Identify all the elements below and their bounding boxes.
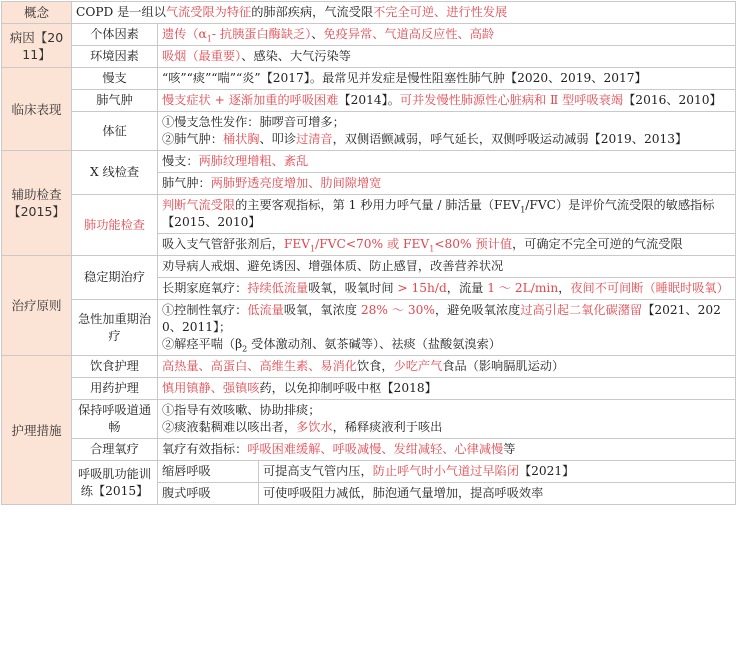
signs-line-1: ①慢支急性发作：肺啰音可增多； [162,115,345,129]
stable-general-text: 劝导病人戒烟、避免诱因、增强体质、防止感冒，改善营养状况 [158,256,736,278]
text: /FVC）是评价气流受限的敏感指标【2015、2010】 [162,198,715,229]
highlight: 1 ～ 2L/min [483,281,559,295]
text: <80% 预计值 [434,237,513,251]
row-nursing-oxygen [2,439,736,461]
text: 、叩诊 [259,132,297,146]
row-concept [2,2,736,24]
acute-line-2 [162,336,731,353]
row-treatment-acute [2,300,736,356]
text: 受体激动剂、氨茶碱等）、祛痰（盐酸氨溴索） [247,337,501,351]
text: ，流量 [446,281,484,295]
sub-airway: 保持呼吸道通畅 [72,400,158,439]
text: ，避免吸氧浓度 [435,303,521,317]
training-row-abdominal [158,483,735,505]
diet-text [158,356,736,378]
row-clinical-chronic-bronchitis [2,68,736,90]
text: /FVC<70% 或 FEV [315,237,430,251]
pft-criteria-text [158,234,736,256]
text: 氧疗有效指标： [162,442,248,456]
sub-diet: 饮食护理 [72,356,158,378]
text: ①控制性氧疗： [162,303,248,317]
row-clinical-emphysema [2,90,736,112]
category-etiology: 病因【2011】 [2,24,72,68]
highlight: 高热量、高蛋白、高维生素、易消化 [162,359,357,373]
highlight: 过清音 [296,132,333,146]
highlight: 防止呼气时小气道过早陷闭 [372,464,519,478]
chronic-bronchitis-text: “咳”“痰”“喘”“炎”【2017】。最常见并发症是慢性阻塞性肺气肿【2020、2019、2017】 [158,68,736,90]
emphysema-text [158,90,736,112]
pft-index-text [158,195,736,234]
abdominal-label: 腹式呼吸 [158,483,259,505]
text: 【2021】 [518,464,575,478]
highlight: 不完全可逆、进行性发展 [373,5,508,19]
pursed-lip-text [259,461,736,483]
sub-chronic-bronchitis: 慢支 [72,68,158,90]
text: 遗传（α [162,27,207,41]
sub-environment-factors: 环境因素 [72,46,158,68]
row-etiology-environment [2,46,736,68]
text: 、 [311,27,324,41]
text: ②痰液黏稠难以咳出者， [162,420,297,434]
highlight: 低流量 [247,303,284,317]
category-concept: 概念 [2,2,72,24]
copd-summary-table [1,1,736,505]
row-nursing-drug [2,378,736,400]
airway-line-1: ①指导有效咳嗽、协助排痰； [162,403,321,417]
sub-drug: 用药护理 [72,378,158,400]
highlight: 28% ～ 30% [357,303,435,317]
text: - 抗胰蛋白酶缺乏） [211,27,312,41]
row-nursing-airway [2,400,736,439]
highlight: 桶状胸 [222,132,260,146]
category-treatment: 治疗原则 [2,256,72,356]
subscript: 1 [206,34,212,44]
highlight: > 15h/d [393,281,447,295]
text: 的肺部疾病，气流受限 [251,5,374,19]
sub-xray: X 线检查 [72,151,158,195]
subscript: 1 [429,244,435,254]
text: FEV [283,237,311,251]
highlight: 判断气流受限 [162,198,236,212]
sub-acute-treatment: 急性加重期治疗 [72,300,158,356]
highlight: 吸烟（最重要） [162,49,242,63]
highlight: 持续低流量 [247,281,309,295]
highlight: 慎用镇静、强镇咳 [162,381,260,395]
highlight: 少吃产气 [393,359,443,373]
highlight: 免疫异常、气道高反应性、高龄 [323,27,495,41]
highlight: 可并发慢性肺源性心脏病和 Ⅱ 型呼吸衰竭 [399,93,624,107]
xray-chronic-bronchitis [158,151,736,173]
acute-treatment-text [158,300,736,356]
stable-oxygen-text [158,278,736,300]
text: ②解痉平喘（β [162,337,243,351]
category-auxiliary-exam: 辅助检查【2015】 [2,151,72,256]
training-inner-table [158,461,735,504]
text: 的主要客观指标，第 1 秒用力呼气量 / 肺活量（FEV [235,198,521,212]
subscript: 2 [242,344,248,354]
text: 吸氧，吸氧时间 [308,281,394,295]
text: 【2014】。 [338,93,400,107]
highlight: 两肺野透亮度增加、肋间隙增宽 [210,176,382,190]
sub-pulmonary-function: 肺功能检查 [72,195,158,256]
row-aux-xray-1 [2,151,736,173]
text: 【2016、2010】 [623,93,722,107]
text: ，稀释痰液利于咳出 [332,420,443,434]
abdominal-text: 可使呼吸阻力减低，肺泡通气量增加，提高呼吸效率 [259,483,736,505]
sub-emphysema: 肺气肿 [72,90,158,112]
text: ，双侧语颤减弱，呼气延长，双侧呼吸运动减弱【2019、2013】 [332,132,688,146]
highlight: 夜间不可间断（睡眠时吸氧） [570,281,729,295]
text: 等 [503,442,516,456]
text: ②肺气肿： [162,132,223,146]
signs-line-2 [162,131,731,148]
row-nursing-diet [2,356,736,378]
individual-factors-text [158,24,736,46]
text: 吸氧，氧浓度 [283,303,357,317]
highlight: 过高引起二氧化碳潴留 [520,303,643,317]
signs-text [158,112,736,151]
environment-factors-text [158,46,736,68]
text: 肺气肿： [162,176,211,190]
text: ，可确定不完全可逆的气流受限 [512,237,683,251]
subscript: 1 [520,205,526,215]
category-nursing: 护理措施 [2,356,72,505]
text: ， [558,281,571,295]
text: 饮食， [357,359,394,373]
text: 、感染、大气污染等 [241,49,351,63]
text: 慢支： [162,154,199,168]
highlight: 气流受限为特征 [165,5,252,19]
acute-line-1 [162,302,731,336]
highlight: 两肺纹理增粗、紊乱 [198,154,309,168]
row-aux-pft-1 [2,195,736,234]
training-row-pursed [158,461,735,483]
sub-breathing-training: 呼吸肌功能训练【2015】 [72,461,158,505]
row-clinical-signs [2,112,736,151]
highlight [283,237,513,254]
text: 【2021、2020、2011】； [162,303,721,334]
airway-text [158,400,736,439]
highlight: 呼吸困难缓解、呼吸减慢、发绀减轻、心律减慢 [247,442,504,456]
airway-line-2 [162,419,731,436]
sub-stable-treatment: 稳定期治疗 [72,256,158,300]
highlight [162,27,312,44]
text: 可提高支气管内压， [263,464,373,478]
row-etiology-individual [2,24,736,46]
sub-individual-factors: 个体因素 [72,24,158,46]
highlight: 多饮水 [296,420,333,434]
concept-text [72,2,736,24]
sub-signs: 体征 [72,112,158,151]
row-treatment-stable-1 [2,256,736,278]
category-clinical: 临床表现 [2,68,72,151]
text: 长期家庭氧疗： [162,281,248,295]
highlight: 慢支症状 + 逐渐加重的呼吸困难 [162,93,339,107]
text: 吸入支气管舒张剂后， [162,237,284,251]
text: COPD 是一组以 [76,5,166,19]
text: 药，以免抑制呼吸中枢【2018】 [259,381,437,395]
sub-oxygen: 合理氧疗 [72,439,158,461]
row-nursing-training [2,461,736,505]
drug-text [158,378,736,400]
text: 食品（影响膈肌运动） [442,359,565,373]
subscript: 1 [310,244,316,254]
oxygen-text [158,439,736,461]
xray-emphysema [158,173,736,195]
training-cell [158,461,736,505]
pursed-lip-label: 缩唇呼吸 [158,461,259,483]
